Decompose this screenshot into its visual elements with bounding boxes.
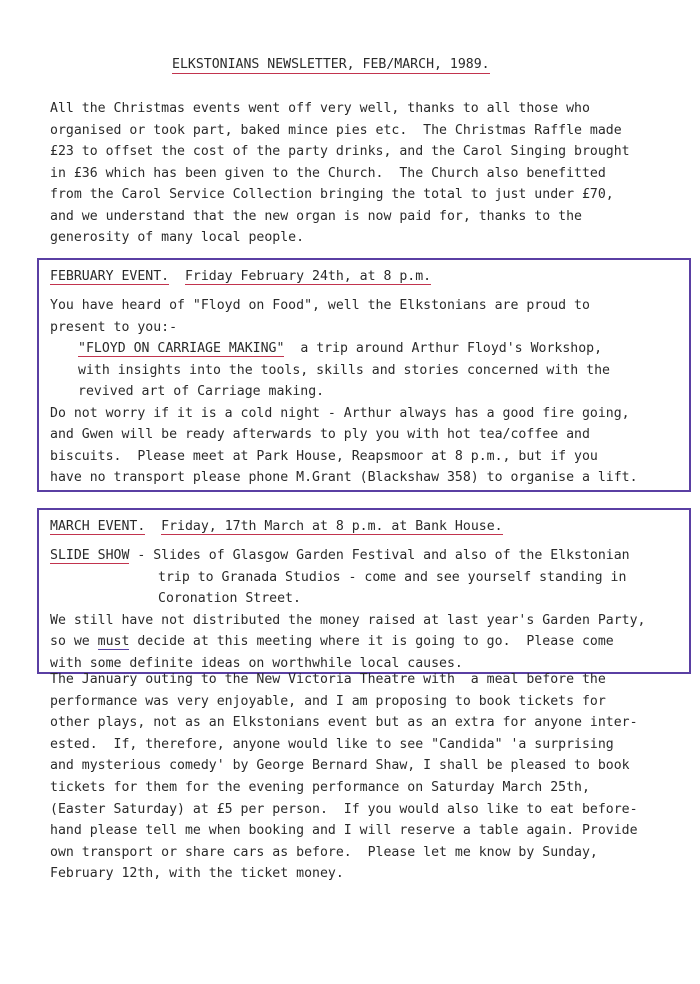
march-slide-line [50, 545, 630, 566]
intro-line: All the Christmas events went off very well, thanks to all those who [50, 101, 590, 116]
outing-line: February 12th, with the ticket money. [50, 866, 344, 882]
march-line-5b: decide at this meeting where it is going to go. Please come [129, 634, 614, 649]
march-slide-rest: - Slides of Glasgow Garden Festival and also of the Elkstonian [129, 548, 630, 563]
march-line: We still have not distributed the money raised at last year's Garden Party, [50, 612, 646, 628]
february-line: biscuits. Please meet at Park House, Reapsmoor at 8 p.m., but if you [50, 448, 598, 464]
intro-line: organised or took part, baked mince pies etc. The Christmas Raffle made [50, 122, 622, 138]
outing-line: ested. If, therefore, anyone would like to see "Candida" 'a surprising [50, 736, 614, 752]
outing-line: tickets for them for the evening performance on Saturday March 25th, [50, 780, 590, 795]
february-heading [50, 266, 431, 287]
february-line: present to you:- [50, 319, 178, 335]
february-heading-date: Friday February 24th, at 8 p.m. [184, 269, 432, 284]
march-line-5a: so we [50, 634, 98, 649]
march-line: trip to Granada Studios - come and see yourself standing in [158, 569, 627, 585]
outing-line: hand please tell me when booking and I will reserve a table again. Provide [50, 823, 638, 839]
march-must-emphasis: must [97, 634, 130, 649]
intro-line: generosity of many local people. [50, 230, 305, 245]
outing-line: performance was very enjoyable, and I am proposing to book tickets for [50, 693, 606, 709]
february-feature-title: "FLOYD ON CARRIAGE MAKING" [78, 341, 285, 356]
march-slide-label: SLIDE SHOW [50, 548, 130, 563]
february-line: have no transport please phone M.Grant (Blackshaw 358) to organise a lift. [50, 470, 638, 485]
march-line: with some definite ideas on worthwhile local causes. [50, 655, 463, 671]
february-line: Do not worry if it is a cold night - Arthur always has a good fire going, [50, 405, 630, 421]
outing-line: The January outing to the New Victoria Theatre with a meal before the [50, 672, 606, 687]
outing-line: (Easter Saturday) at £5 per person. If you would also like to eat before- [50, 801, 638, 817]
february-line: with insights into the tools, skills and stories concerned with the [78, 362, 610, 378]
february-feature-line [78, 338, 602, 359]
outing-line: own transport or share cars as before. Please let me know by Sunday, [50, 844, 598, 860]
intro-line: in £36 which has been given to the Church. The Church also benefitted [50, 165, 606, 181]
intro-line: and we understand that the new organ is now paid for, thanks to the [50, 208, 582, 224]
newsletter-title [172, 57, 490, 72]
intro-line: £23 to offset the cost of the party drinks, and the Carol Singing brought [50, 144, 630, 159]
february-feature-rest: a trip around Arthur Floyd's Workshop, [284, 341, 603, 356]
march-line: Coronation Street. [158, 591, 301, 606]
newsletter-title-text: ELKSTONIANS NEWSLETTER, FEB/MARCH, 1989. [172, 57, 490, 72]
february-heading-label: FEBRUARY EVENT. [50, 269, 170, 284]
february-line: You have heard of "Floyd on Food", well the Elkstonians are proud to [50, 298, 590, 313]
outing-line: other plays, not as an Elkstonians event but as an extra for anyone inter- [50, 715, 638, 731]
intro-line: from the Carol Service Collection bringing the total to just under £70, [50, 187, 614, 202]
february-line: revived art of Carriage making. [78, 384, 325, 399]
march-heading-date: Friday, 17th March at 8 p.m. at Bank House. [161, 519, 503, 534]
march-heading [50, 516, 503, 537]
february-line: and Gwen will be ready afterwards to ply you with hot tea/coffee and [50, 427, 590, 442]
outing-line: and mysterious comedy' by George Bernard Shaw, I shall be pleased to book [50, 758, 630, 774]
march-line-5 [50, 631, 614, 652]
march-heading-label: MARCH EVENT. [50, 519, 146, 534]
